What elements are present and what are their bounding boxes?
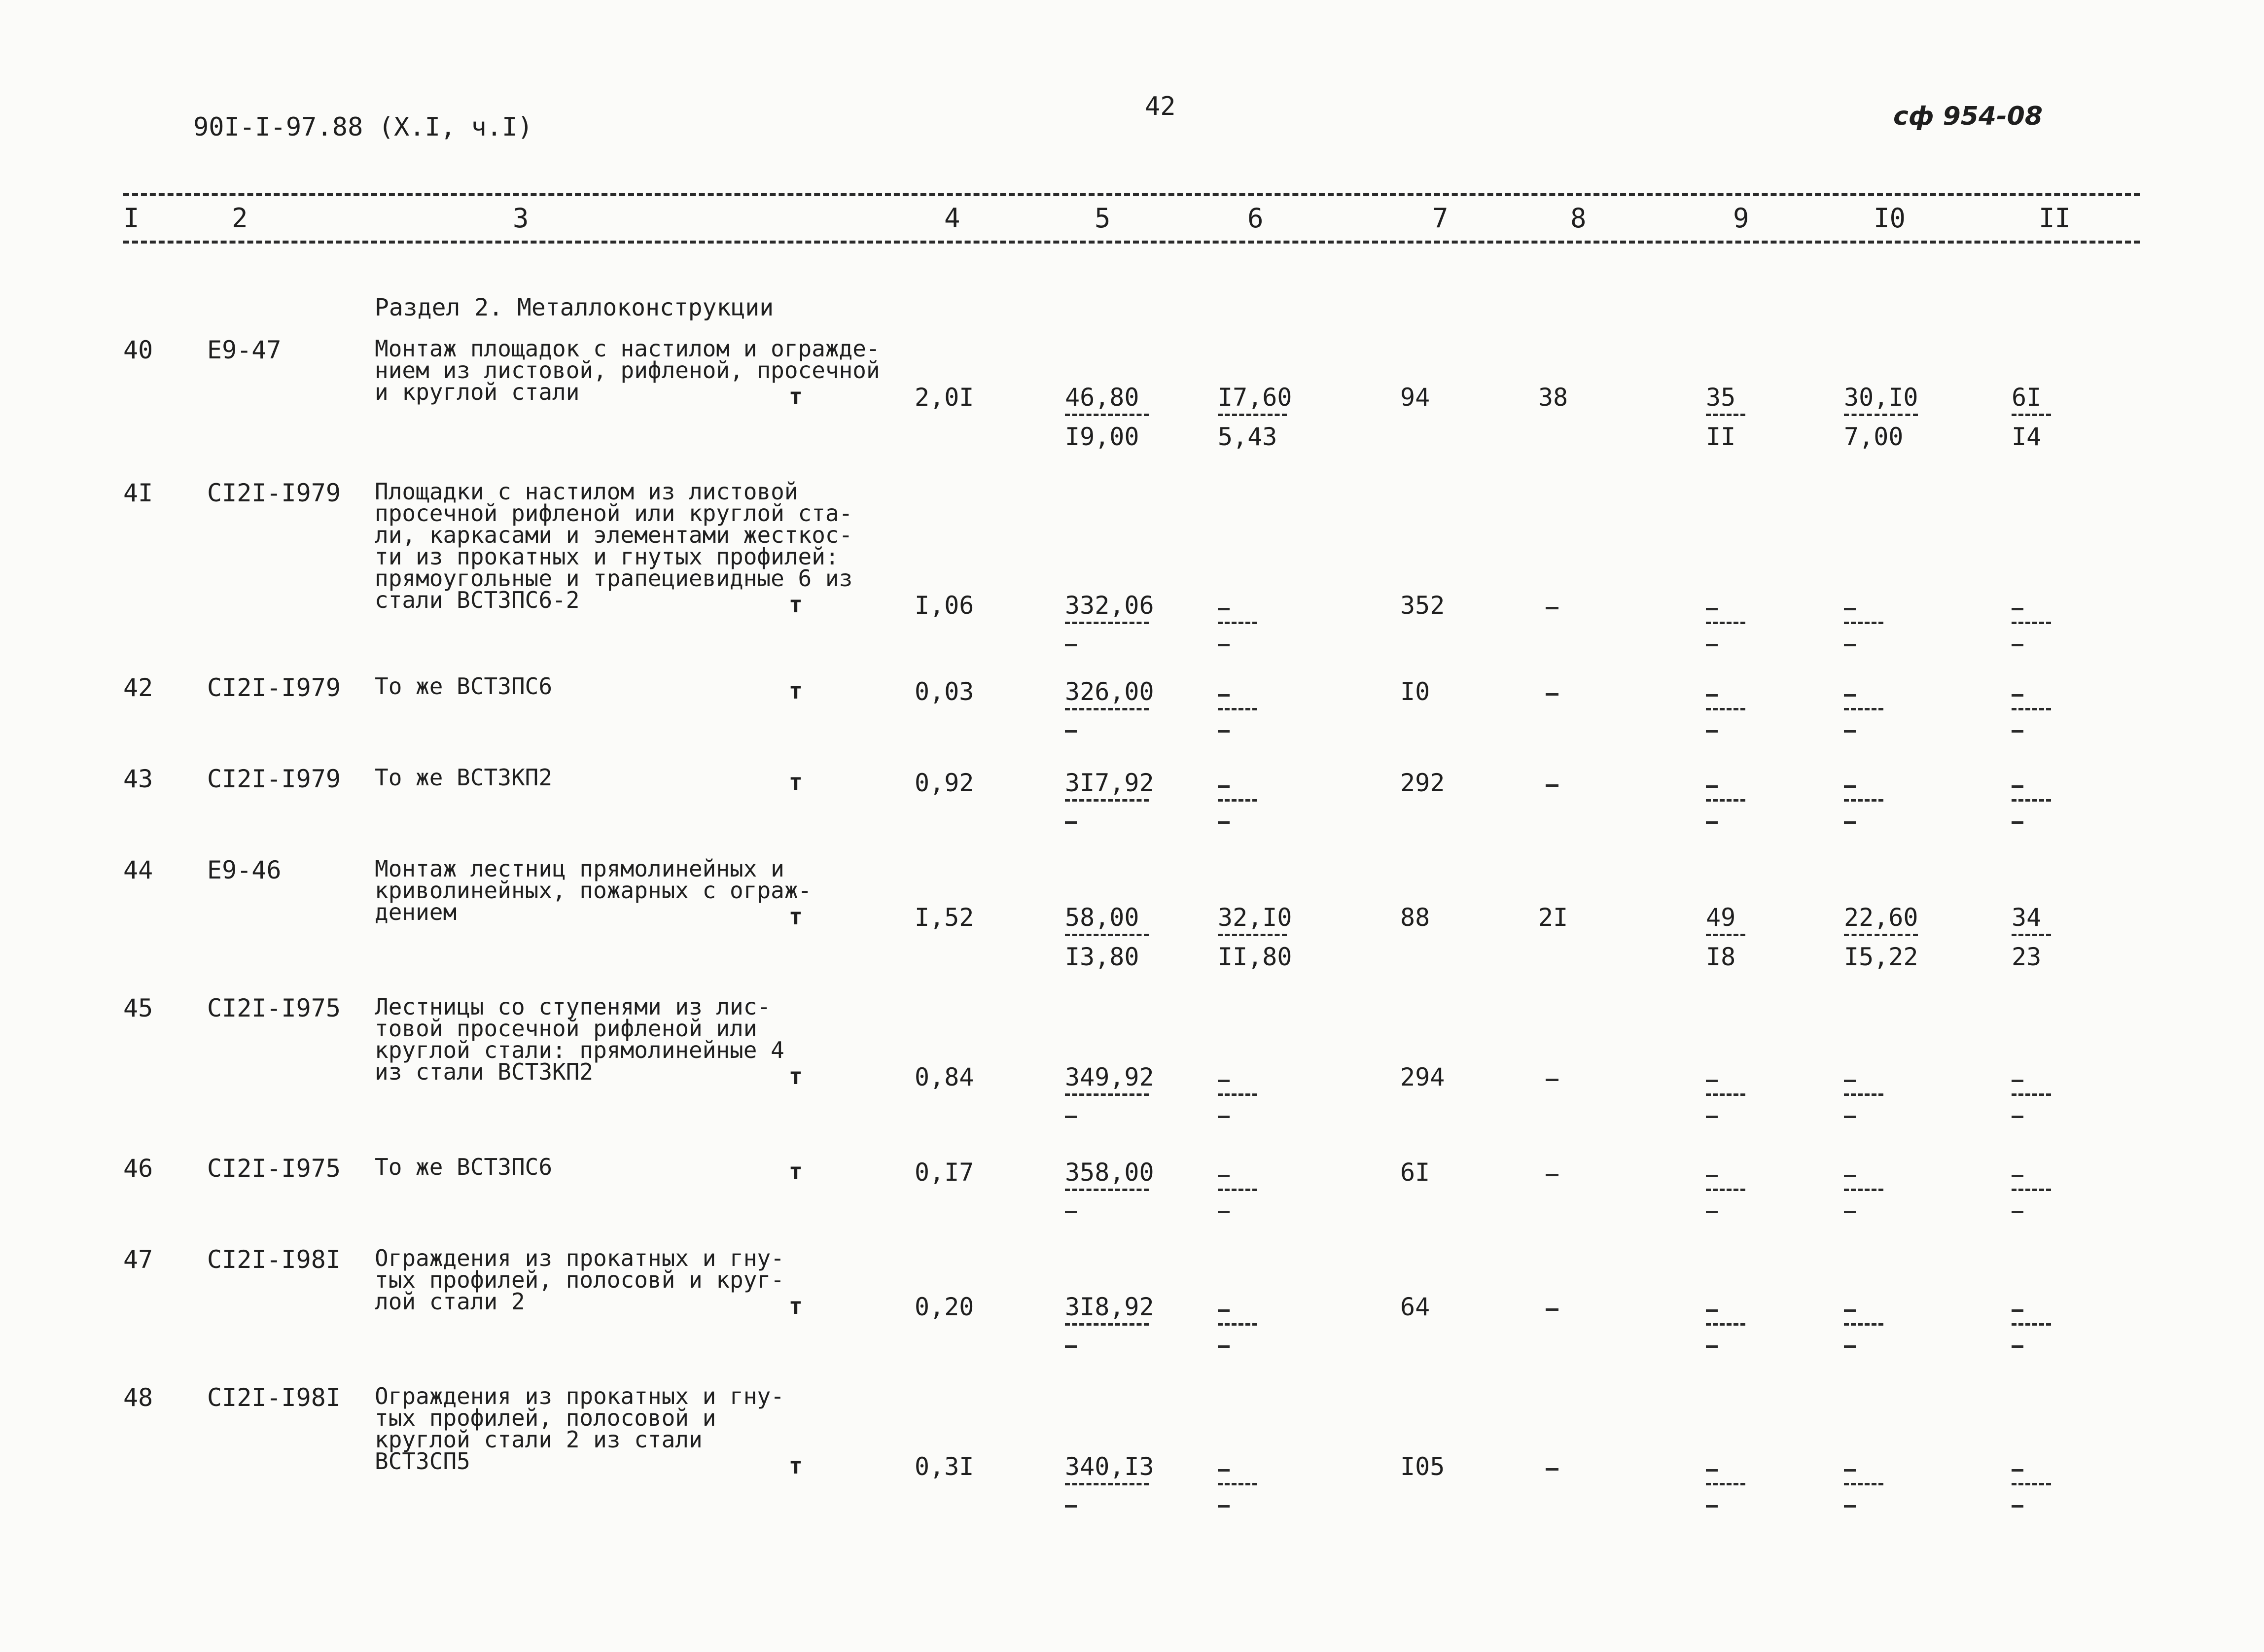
empty-dash — [1546, 1308, 1558, 1311]
empty-dash — [1706, 1505, 1718, 1508]
fraction-line — [2012, 622, 2051, 624]
empty-dash — [1218, 1469, 1230, 1472]
fraction-line — [1706, 1189, 1745, 1191]
row-code: CI2I-I979 — [207, 765, 341, 793]
row-description: Монтаж лестниц прямолинейных и криволинейных, пожарных с ограж- дением — [375, 855, 812, 925]
empty-dash — [1706, 1345, 1718, 1348]
row-unit: т — [789, 1158, 803, 1185]
row-c9-top: 49 — [1706, 903, 1736, 932]
row-number: 40 — [123, 336, 153, 364]
empty-dash — [1546, 1468, 1558, 1471]
row-col8: 38 — [1538, 383, 1568, 412]
fraction-line — [1706, 414, 1745, 416]
empty-dash — [1218, 1345, 1230, 1348]
fraction-line — [2012, 1483, 2051, 1485]
row-col6-bottom: II,80 — [1218, 943, 1292, 971]
row-col4: I,06 — [915, 591, 974, 620]
empty-dash — [1844, 1080, 1856, 1082]
row-col7: 294 — [1400, 1063, 1445, 1091]
row-col7: 64 — [1400, 1293, 1430, 1321]
empty-dash — [1218, 1116, 1230, 1118]
row-col7: 292 — [1400, 769, 1445, 797]
col-header-11: II — [2039, 203, 2071, 234]
row-col5-top: 3I8,92 — [1065, 1293, 1154, 1321]
empty-dash — [1218, 644, 1230, 646]
empty-dash — [1218, 1211, 1230, 1213]
fraction-line — [1065, 1323, 1149, 1326]
header-rule-top — [123, 193, 2140, 196]
row-c9-top: 35 — [1706, 383, 1736, 412]
empty-dash — [2012, 1080, 2023, 1082]
row-col5-top: 326,00 — [1065, 677, 1154, 706]
fraction-line — [1218, 708, 1257, 710]
empty-dash — [1218, 1309, 1230, 1312]
row-code: CI2I-I979 — [207, 479, 341, 507]
row-col7: 94 — [1400, 383, 1430, 412]
row-code: CI2I-I98I — [207, 1383, 341, 1412]
row-col4: 0,92 — [915, 769, 974, 797]
row-code: CI2I-I975 — [207, 1154, 341, 1183]
empty-dash — [1706, 644, 1718, 646]
fraction-line — [2012, 1093, 2051, 1096]
empty-dash — [1065, 1211, 1077, 1213]
fraction-line — [1706, 622, 1745, 624]
fraction-line — [1065, 1189, 1149, 1191]
document-code: 90I-I-97.88 (X.I, ч.I) — [193, 112, 533, 142]
row-code: CI2I-I98I — [207, 1245, 341, 1274]
fraction-line — [2012, 1323, 2051, 1326]
empty-dash — [1218, 730, 1230, 733]
empty-dash — [1065, 730, 1077, 733]
empty-dash — [1844, 785, 1856, 788]
empty-dash — [2012, 1309, 2023, 1312]
empty-dash — [1065, 644, 1077, 646]
fraction-line — [1218, 799, 1257, 802]
fraction-line — [2012, 414, 2051, 416]
empty-dash — [1844, 730, 1856, 733]
col-header-10: I0 — [1874, 203, 1906, 234]
row-number: 48 — [123, 1383, 153, 1412]
empty-dash — [1218, 785, 1230, 788]
empty-dash — [2012, 1505, 2023, 1508]
empty-dash — [1218, 821, 1230, 824]
row-col7: I0 — [1400, 677, 1430, 706]
row-c11-bottom: 23 — [2012, 943, 2042, 971]
empty-dash — [1706, 1309, 1718, 1312]
empty-dash — [1844, 694, 1856, 697]
row-unit: т — [789, 1293, 803, 1319]
row-col7: I05 — [1400, 1452, 1445, 1481]
empty-dash — [2012, 1469, 2023, 1472]
row-description: Площадки с настилом из листовой просечной рифленой или круглой ста- ли, каркасами и элементами жесткос- ти из прокатных и гнутых профилей: прямоугольные и трапециевидные 6 из стали ВСТ3ПС6-2 — [375, 478, 853, 613]
fraction-line — [1218, 1323, 1257, 1326]
fraction-line — [1065, 414, 1149, 416]
col-header-9: 9 — [1733, 203, 1749, 234]
row-col5-top: 340,I3 — [1065, 1452, 1154, 1481]
empty-dash — [1844, 1505, 1856, 1508]
empty-dash — [1218, 1080, 1230, 1082]
row-code: E9-46 — [207, 856, 282, 884]
row-col4: 0,20 — [915, 1293, 974, 1321]
col-header-5: 5 — [1095, 203, 1111, 234]
row-col5-top: 349,92 — [1065, 1063, 1154, 1091]
row-unit: т — [789, 769, 803, 795]
empty-dash — [1218, 1505, 1230, 1508]
fraction-line — [1706, 708, 1745, 710]
fraction-line — [1065, 1483, 1149, 1485]
fraction-line — [1065, 799, 1149, 802]
empty-dash — [2012, 644, 2023, 646]
row-col4: 0,03 — [915, 677, 974, 706]
row-c11-bottom: I4 — [2012, 422, 2042, 451]
row-unit: т — [789, 903, 803, 930]
fraction-line — [1065, 708, 1149, 710]
empty-dash — [2012, 1345, 2023, 1348]
fraction-line — [1218, 622, 1257, 624]
col-header-8: 8 — [1570, 203, 1587, 234]
row-col4: 0,3I — [915, 1452, 974, 1481]
row-number: 44 — [123, 856, 153, 884]
row-col5-bottom: I9,00 — [1065, 422, 1139, 451]
empty-dash — [2012, 1175, 2023, 1177]
row-code: CI2I-I979 — [207, 673, 341, 702]
empty-dash — [2012, 1211, 2023, 1213]
row-c10-bottom: 7,00 — [1844, 422, 1904, 451]
row-col4: 0,I7 — [915, 1158, 974, 1187]
row-number: 47 — [123, 1245, 153, 1274]
row-col4: I,52 — [915, 903, 974, 932]
empty-dash — [1844, 1211, 1856, 1213]
row-col6-top: I7,60 — [1218, 383, 1292, 412]
fraction-line — [1706, 1483, 1745, 1485]
empty-dash — [1706, 1080, 1718, 1082]
row-col4: 0,84 — [915, 1063, 974, 1091]
page-number: 42 — [1145, 92, 1176, 121]
header-rule-bottom — [123, 241, 2140, 244]
col-header-4: 4 — [944, 203, 960, 234]
empty-dash — [1706, 608, 1718, 610]
empty-dash — [1218, 694, 1230, 697]
col-header-6: 6 — [1247, 203, 1264, 234]
fraction-line — [1065, 1093, 1149, 1096]
empty-dash — [1844, 1309, 1856, 1312]
row-number: 42 — [123, 673, 153, 702]
row-unit: т — [789, 677, 803, 704]
archive-stamp: сф 954-08 — [1893, 102, 2043, 131]
fraction-line — [2012, 1189, 2051, 1191]
row-number: 4I — [123, 479, 153, 507]
row-col4: 2,0I — [915, 383, 974, 412]
row-col5-top: 332,06 — [1065, 591, 1154, 620]
row-col6-top: 32,I0 — [1218, 903, 1292, 932]
row-c11-top: 6I — [2012, 383, 2042, 412]
empty-dash — [1218, 608, 1230, 610]
empty-dash — [1706, 694, 1718, 697]
empty-dash — [1706, 730, 1718, 733]
col-header-7: 7 — [1432, 203, 1449, 234]
row-number: 46 — [123, 1154, 153, 1183]
row-c10-bottom: I5,22 — [1844, 943, 1918, 971]
row-col6-bottom: 5,43 — [1218, 422, 1277, 451]
fraction-line — [2012, 708, 2051, 710]
fraction-line — [1844, 414, 1918, 416]
fraction-line — [1218, 1483, 1257, 1485]
row-c10-top: 22,60 — [1844, 903, 1918, 932]
empty-dash — [1546, 607, 1558, 609]
row-c9-bottom: II — [1706, 422, 1736, 451]
empty-dash — [2012, 608, 2023, 610]
empty-dash — [1706, 1469, 1718, 1472]
row-c10-top: 30,I0 — [1844, 383, 1918, 412]
empty-dash — [2012, 785, 2023, 788]
empty-dash — [1546, 784, 1558, 787]
fraction-line — [1218, 934, 1287, 936]
fraction-line — [2012, 934, 2051, 936]
fraction-line — [1706, 934, 1745, 936]
fraction-line — [1218, 1189, 1257, 1191]
fraction-line — [2012, 799, 2051, 802]
empty-dash — [1844, 1469, 1856, 1472]
empty-dash — [2012, 730, 2023, 733]
empty-dash — [1706, 821, 1718, 824]
fraction-line — [1844, 1093, 1883, 1096]
fraction-line — [1065, 622, 1149, 624]
row-col7: 352 — [1400, 591, 1445, 620]
fraction-line — [1844, 1323, 1883, 1326]
empty-dash — [1844, 608, 1856, 610]
row-description: То же ВСТ3ПС6 — [375, 673, 553, 700]
fraction-line — [1844, 1189, 1883, 1191]
row-unit: т — [789, 591, 803, 618]
empty-dash — [1065, 1505, 1077, 1508]
fraction-line — [1706, 1323, 1745, 1326]
empty-dash — [2012, 1116, 2023, 1118]
empty-dash — [2012, 821, 2023, 824]
empty-dash — [2012, 694, 2023, 697]
empty-dash — [1065, 1116, 1077, 1118]
fraction-line — [1844, 1483, 1883, 1485]
row-description: Лестницы со ступенями из лис- товой просечной рифленой или круглой стали: прямолинейные 4 из стали ВСТ3КП2 — [375, 993, 784, 1085]
row-number: 43 — [123, 765, 153, 793]
empty-dash — [1218, 1175, 1230, 1177]
row-code: CI2I-I975 — [207, 994, 341, 1022]
col-header-3: 3 — [513, 203, 529, 234]
row-col7: 6I — [1400, 1158, 1430, 1187]
empty-dash — [1844, 1175, 1856, 1177]
row-col5-top: 46,80 — [1065, 383, 1139, 412]
row-col5-bottom: I3,80 — [1065, 943, 1139, 971]
fraction-line — [1218, 1093, 1257, 1096]
row-col7: 88 — [1400, 903, 1430, 932]
empty-dash — [1706, 1116, 1718, 1118]
empty-dash — [1706, 1175, 1718, 1177]
section-title: Раздел 2. Металлоконструкции — [375, 294, 774, 321]
fraction-line — [1706, 1093, 1745, 1096]
row-description: То же ВСТ3КП2 — [375, 764, 553, 791]
empty-dash — [1546, 1174, 1558, 1176]
row-number: 45 — [123, 994, 153, 1022]
fraction-line — [1844, 708, 1883, 710]
empty-dash — [1065, 821, 1077, 824]
fraction-line — [1844, 799, 1883, 802]
row-c11-top: 34 — [2012, 903, 2042, 932]
row-c9-bottom: I8 — [1706, 943, 1736, 971]
empty-dash — [1706, 1211, 1718, 1213]
fraction-line — [1218, 414, 1287, 416]
row-col5-top: 358,00 — [1065, 1158, 1154, 1187]
fraction-line — [1844, 622, 1883, 624]
empty-dash — [1844, 644, 1856, 646]
empty-dash — [1844, 821, 1856, 824]
col-header-2: 2 — [232, 203, 248, 234]
row-description: Монтаж площадок с настилом и огражде- нием из листовой, рифленой, просечной и круглой стали — [375, 335, 880, 405]
col-header-1: I — [123, 203, 140, 234]
row-description: Ограждения из прокатных и гну- тых профилей, полосовй и круг- лой стали 2 — [375, 1245, 784, 1315]
fraction-line — [1844, 934, 1918, 936]
empty-dash — [1844, 1345, 1856, 1348]
row-code: E9-47 — [207, 336, 282, 364]
row-unit: т — [789, 1452, 803, 1479]
row-col8: 2I — [1538, 903, 1568, 932]
row-col5-top: 3I7,92 — [1065, 769, 1154, 797]
empty-dash — [1546, 693, 1558, 696]
row-description: То же ВСТ3ПС6 — [375, 1154, 553, 1180]
fraction-line — [1706, 799, 1745, 802]
empty-dash — [1706, 785, 1718, 788]
empty-dash — [1844, 1116, 1856, 1118]
row-col5-top: 58,00 — [1065, 903, 1139, 932]
row-unit: т — [789, 1063, 803, 1090]
empty-dash — [1546, 1079, 1558, 1081]
fraction-line — [1065, 934, 1149, 936]
row-description: Ограждения из прокатных и гну- тых профилей, полосовой и круглой стали 2 из стали ВСТ3СП5 — [375, 1383, 784, 1475]
row-unit: т — [789, 383, 803, 410]
empty-dash — [1065, 1345, 1077, 1348]
